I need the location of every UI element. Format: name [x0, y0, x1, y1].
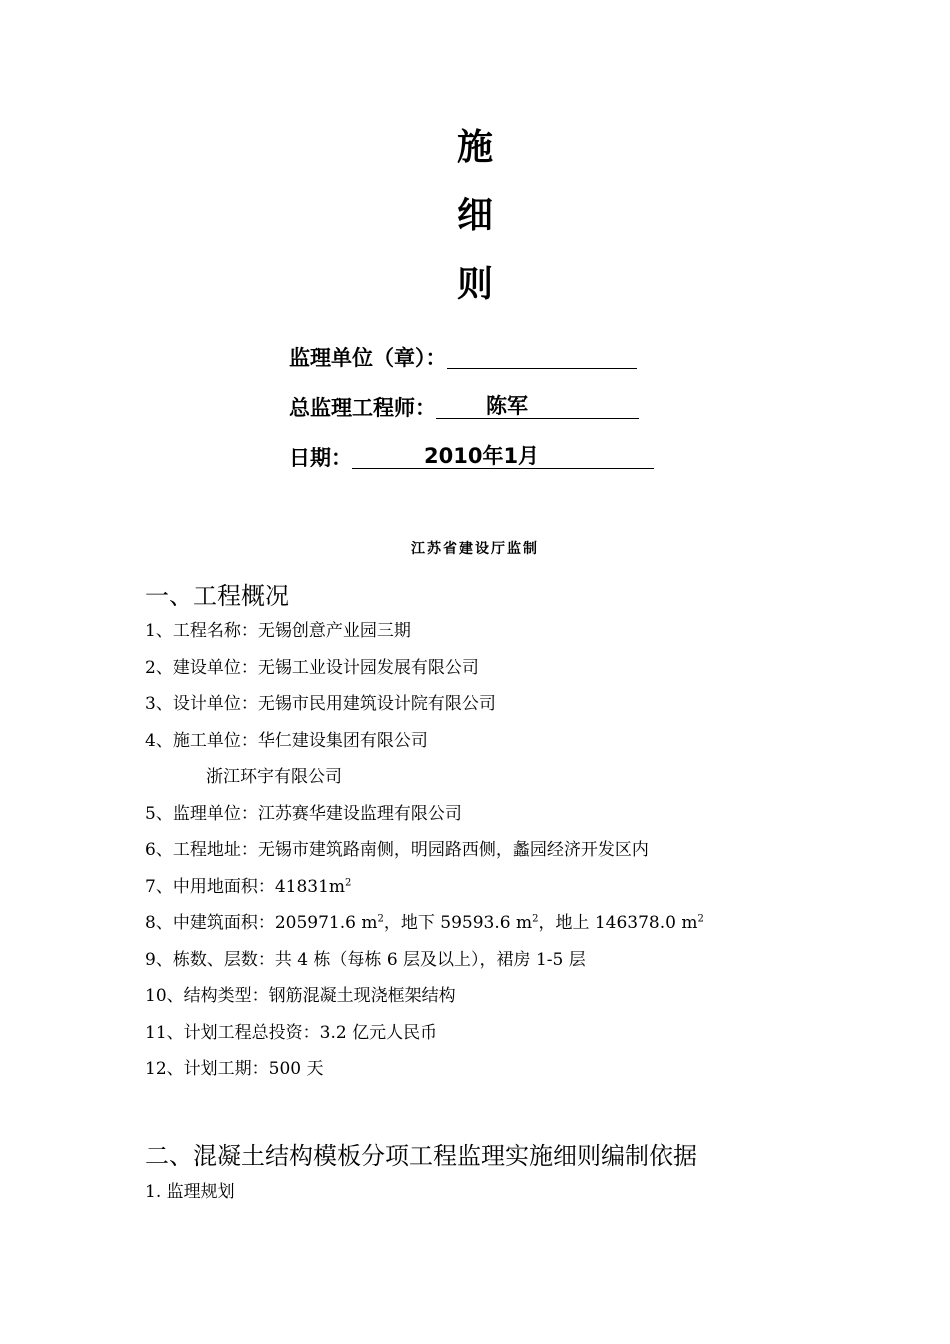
list-item: 11、计划工程总投资：3.2 亿元人民币 [145, 1023, 438, 1043]
date-row [289, 446, 654, 469]
supervision-unit-row [289, 346, 637, 369]
issuer-note: 江苏省建设厅监制 [411, 541, 539, 557]
list-item: 10、结构类型：钢筋混凝土现浇框架结构 [145, 986, 456, 1006]
list-item: 浙江环宇有限公司 [206, 767, 342, 787]
supervision-unit-blank [447, 346, 637, 369]
list-item: 1、工程名称：无锡创意产业园三期 [145, 621, 411, 641]
chief-engineer-row [289, 396, 639, 419]
title-char-2: 细 [456, 195, 493, 236]
list-item: 12、计划工期：500 天 [145, 1059, 324, 1079]
list-item: 5、监理单位：江苏赛华建设监理有限公司 [145, 804, 462, 824]
date-value: 2010年1月 [424, 444, 540, 468]
list-item: 6、工程地址：无锡市建筑路南侧，明园路西侧，蠡园经济开发区内 [145, 840, 649, 860]
supervision-unit-label: 监理单位（章）： [289, 346, 447, 370]
section1-heading: 一、工程概况 [145, 582, 289, 610]
chief-engineer-value: 陈军 [486, 394, 528, 418]
section2-heading: 二、混凝土结构模板分项工程监理实施细则编制依据 [145, 1142, 697, 1170]
title-char-1: 施 [456, 127, 493, 168]
chief-engineer-label: 总监理工程师： [289, 396, 436, 420]
date-label: 日期： [289, 446, 352, 470]
chief-engineer-line [436, 396, 639, 419]
list-item-land-area: 7、中用地面积：$41831m^2$ [145, 877, 352, 897]
list-item: 1. 监理规划 [145, 1182, 235, 1202]
list-item: 4、施工单位：华仁建设集团有限公司 [145, 731, 428, 751]
list-item-building-area: 8、中建筑面积：205971.6 $m^2$，地下 59593.6 $m^2$，地上 146378.0 $m^2$ [145, 913, 704, 933]
list-item: 3、设计单位：无锡市民用建筑设计院有限公司 [145, 694, 496, 714]
date-line [352, 446, 654, 469]
title-char-3: 则 [456, 264, 493, 305]
list-item: 9、栋数、层数：共 4 栋（每栋 6 层及以上），裙房 1-5 层 [145, 950, 586, 970]
list-item: 2、建设单位：无锡工业设计园发展有限公司 [145, 658, 479, 678]
